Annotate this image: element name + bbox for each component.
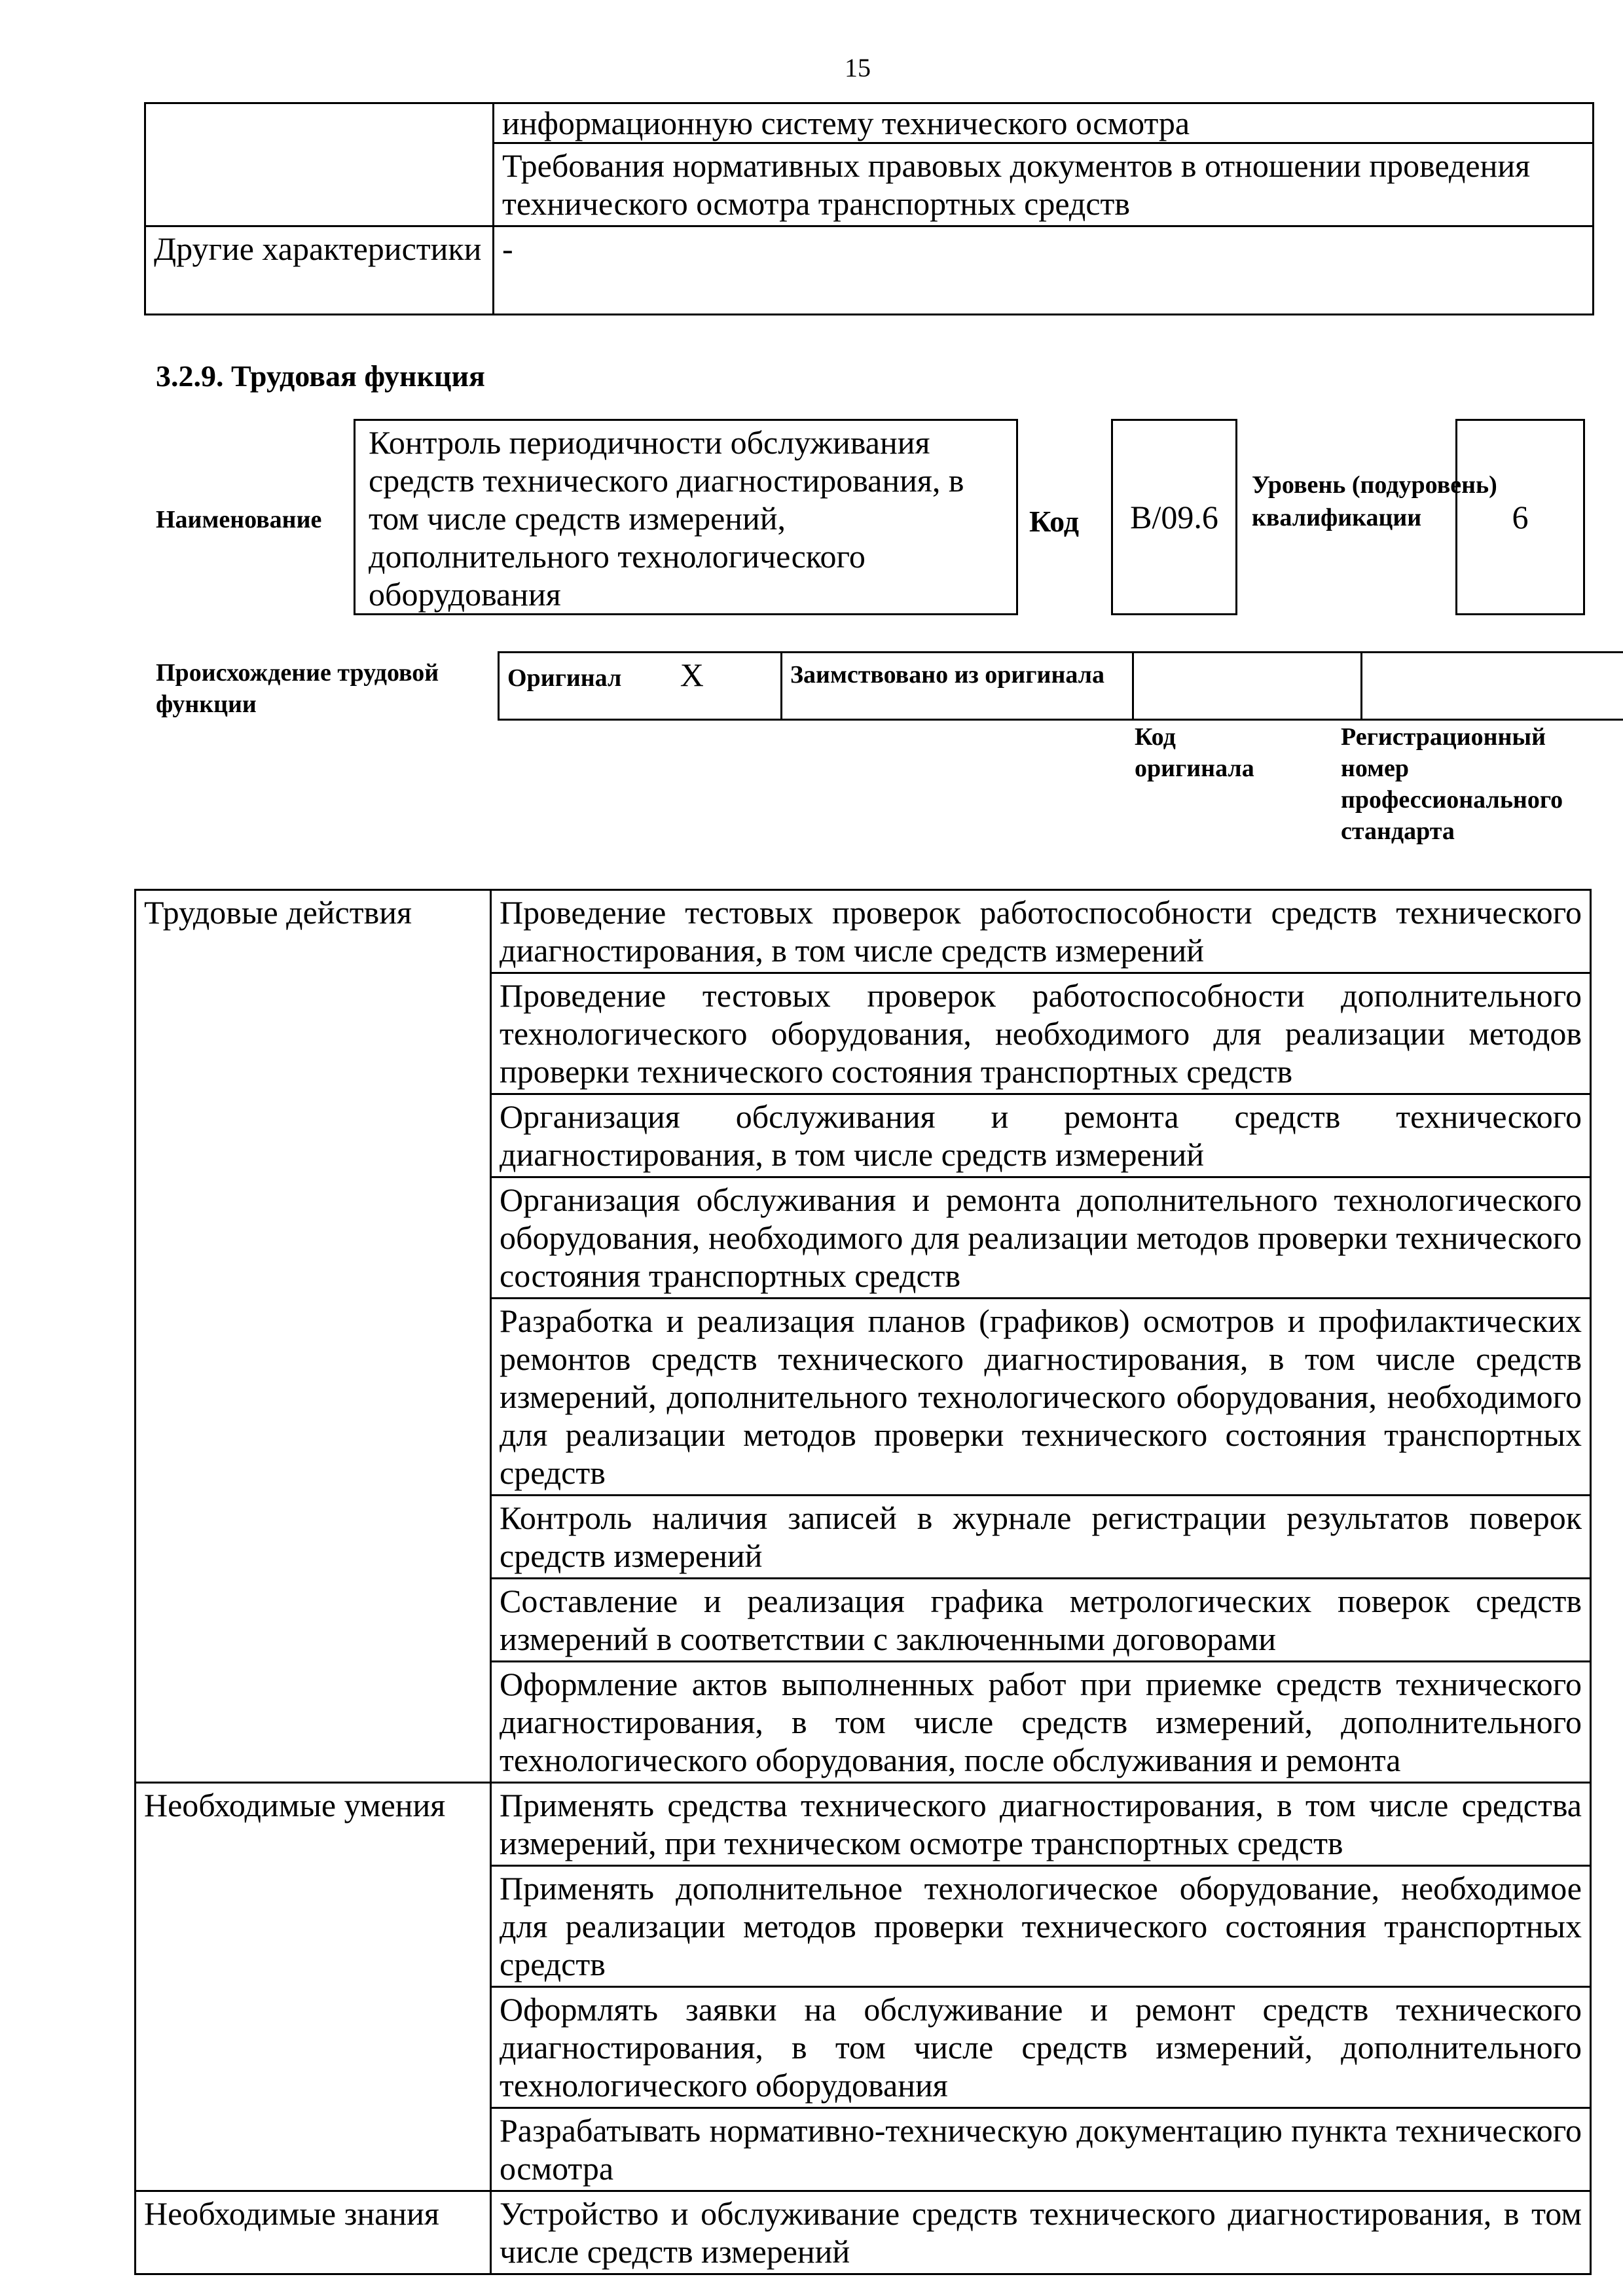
list-item: Применять дополнительное технологическое оборудование, необходимое для реализации методов проверки технического состояния транспортных средств [491,1866,1591,1987]
origin-table [498,651,1623,721]
row-value-cell: информационную систему технического осмотра [494,103,1594,143]
top-table [144,102,1594,315]
table-row [136,890,1591,973]
name-label: Наименование [156,506,322,533]
code-original-label: Код оригинала [1135,723,1254,782]
level-label: Уровень (подуровень) квалификации [1252,471,1497,531]
page-number: 15 [845,53,871,82]
table-row [145,103,1594,143]
section-title: 3.2.9. Трудовая функция [156,359,485,393]
section-label: Необходимые умения [136,1783,491,2191]
table-row [499,653,1623,720]
reg-number-label: Регистрационный номер профессионального стандарта [1341,723,1563,845]
row-label-cell: Другие характеристики [145,226,494,315]
section-label: Необходимые знания [136,2191,491,2274]
table-row [136,2191,1591,2274]
list-item: Проведение тестовых проверок работоспособности дополнительного технологического оборудования, необходимого для реализации методов проверки технического состояния транспортных средств [491,973,1591,1094]
function-code: B/09.6 [1111,419,1237,615]
list-item: Разработка и реализация планов (графиков) осмотров и профилактических ремонтов средств технического диагностирования, в том числе средств измерений, дополнительного технологического оборудования, необходимого для реализации методов проверки технического состояния транспортных средств [491,1299,1591,1496]
row-value-cell: - [494,226,1594,315]
list-item: Организация обслуживания и ремонта дополнительного технологического оборудования, необходимого для реализации методов проверки технического состояния транспортных средств [491,1177,1591,1299]
code-label: Код [1029,505,1080,538]
list-item: Оформление актов выполненных работ при приемке средств технического диагностирования, в том числе средств измерений, дополнительного технологического оборудования, после обслуживания и ремонта [491,1662,1591,1783]
list-item: Составление и реализация графика метрологических поверок средств измерений в соответствии с заключенными договорами [491,1579,1591,1662]
list-item: Разрабатывать нормативно-техническую документацию пункта технического осмотра [491,2108,1591,2191]
list-item: Контроль наличия записей в журнале регистрации результатов поверок средств измерений [491,1496,1591,1579]
list-item: Проведение тестовых проверок работоспособности средств технического диагностирования, в том числе средств измерений [491,890,1591,973]
code-original-cell [1133,653,1362,720]
list-item: Применять средства технического диагностирования, в том числе средства измерений, при техническом осмотре транспортных средств [491,1783,1591,1866]
function-name: Контроль периодичности обслуживания средств технического диагностирования, в том числе средств измерений, дополнительного технологического оборудования [354,419,1018,615]
row-label-cell [145,103,494,226]
main-table [134,889,1592,2275]
table-row [145,226,1594,315]
section-label: Трудовые действия [136,890,491,1783]
qualification-level: 6 [1455,419,1585,615]
row-value-cell: Требования нормативных правовых документов в отношении проведения технического осмотра транспортных средств [494,143,1594,226]
borrowed-label: Заимствовано из оригинала [782,653,1133,720]
original-mark: X [680,656,704,693]
table-row [136,1783,1591,1866]
list-item: Оформлять заявки на обслуживание и ремонт средств технического диагностирования, в том числе средств измерений, дополнительного технологического оборудования [491,1987,1591,2108]
original-label: Оригинал [507,664,622,692]
origin-original-cell [499,653,782,720]
reg-number-cell [1362,653,1623,720]
list-item: Организация обслуживания и ремонта средств технического диагностирования, в том числе средств измерений [491,1094,1591,1177]
list-item: Устройство и обслуживание средств технического диагностирования, в том числе средств измерений [491,2191,1591,2274]
origin-label: Происхождение трудовой функции [156,659,439,718]
